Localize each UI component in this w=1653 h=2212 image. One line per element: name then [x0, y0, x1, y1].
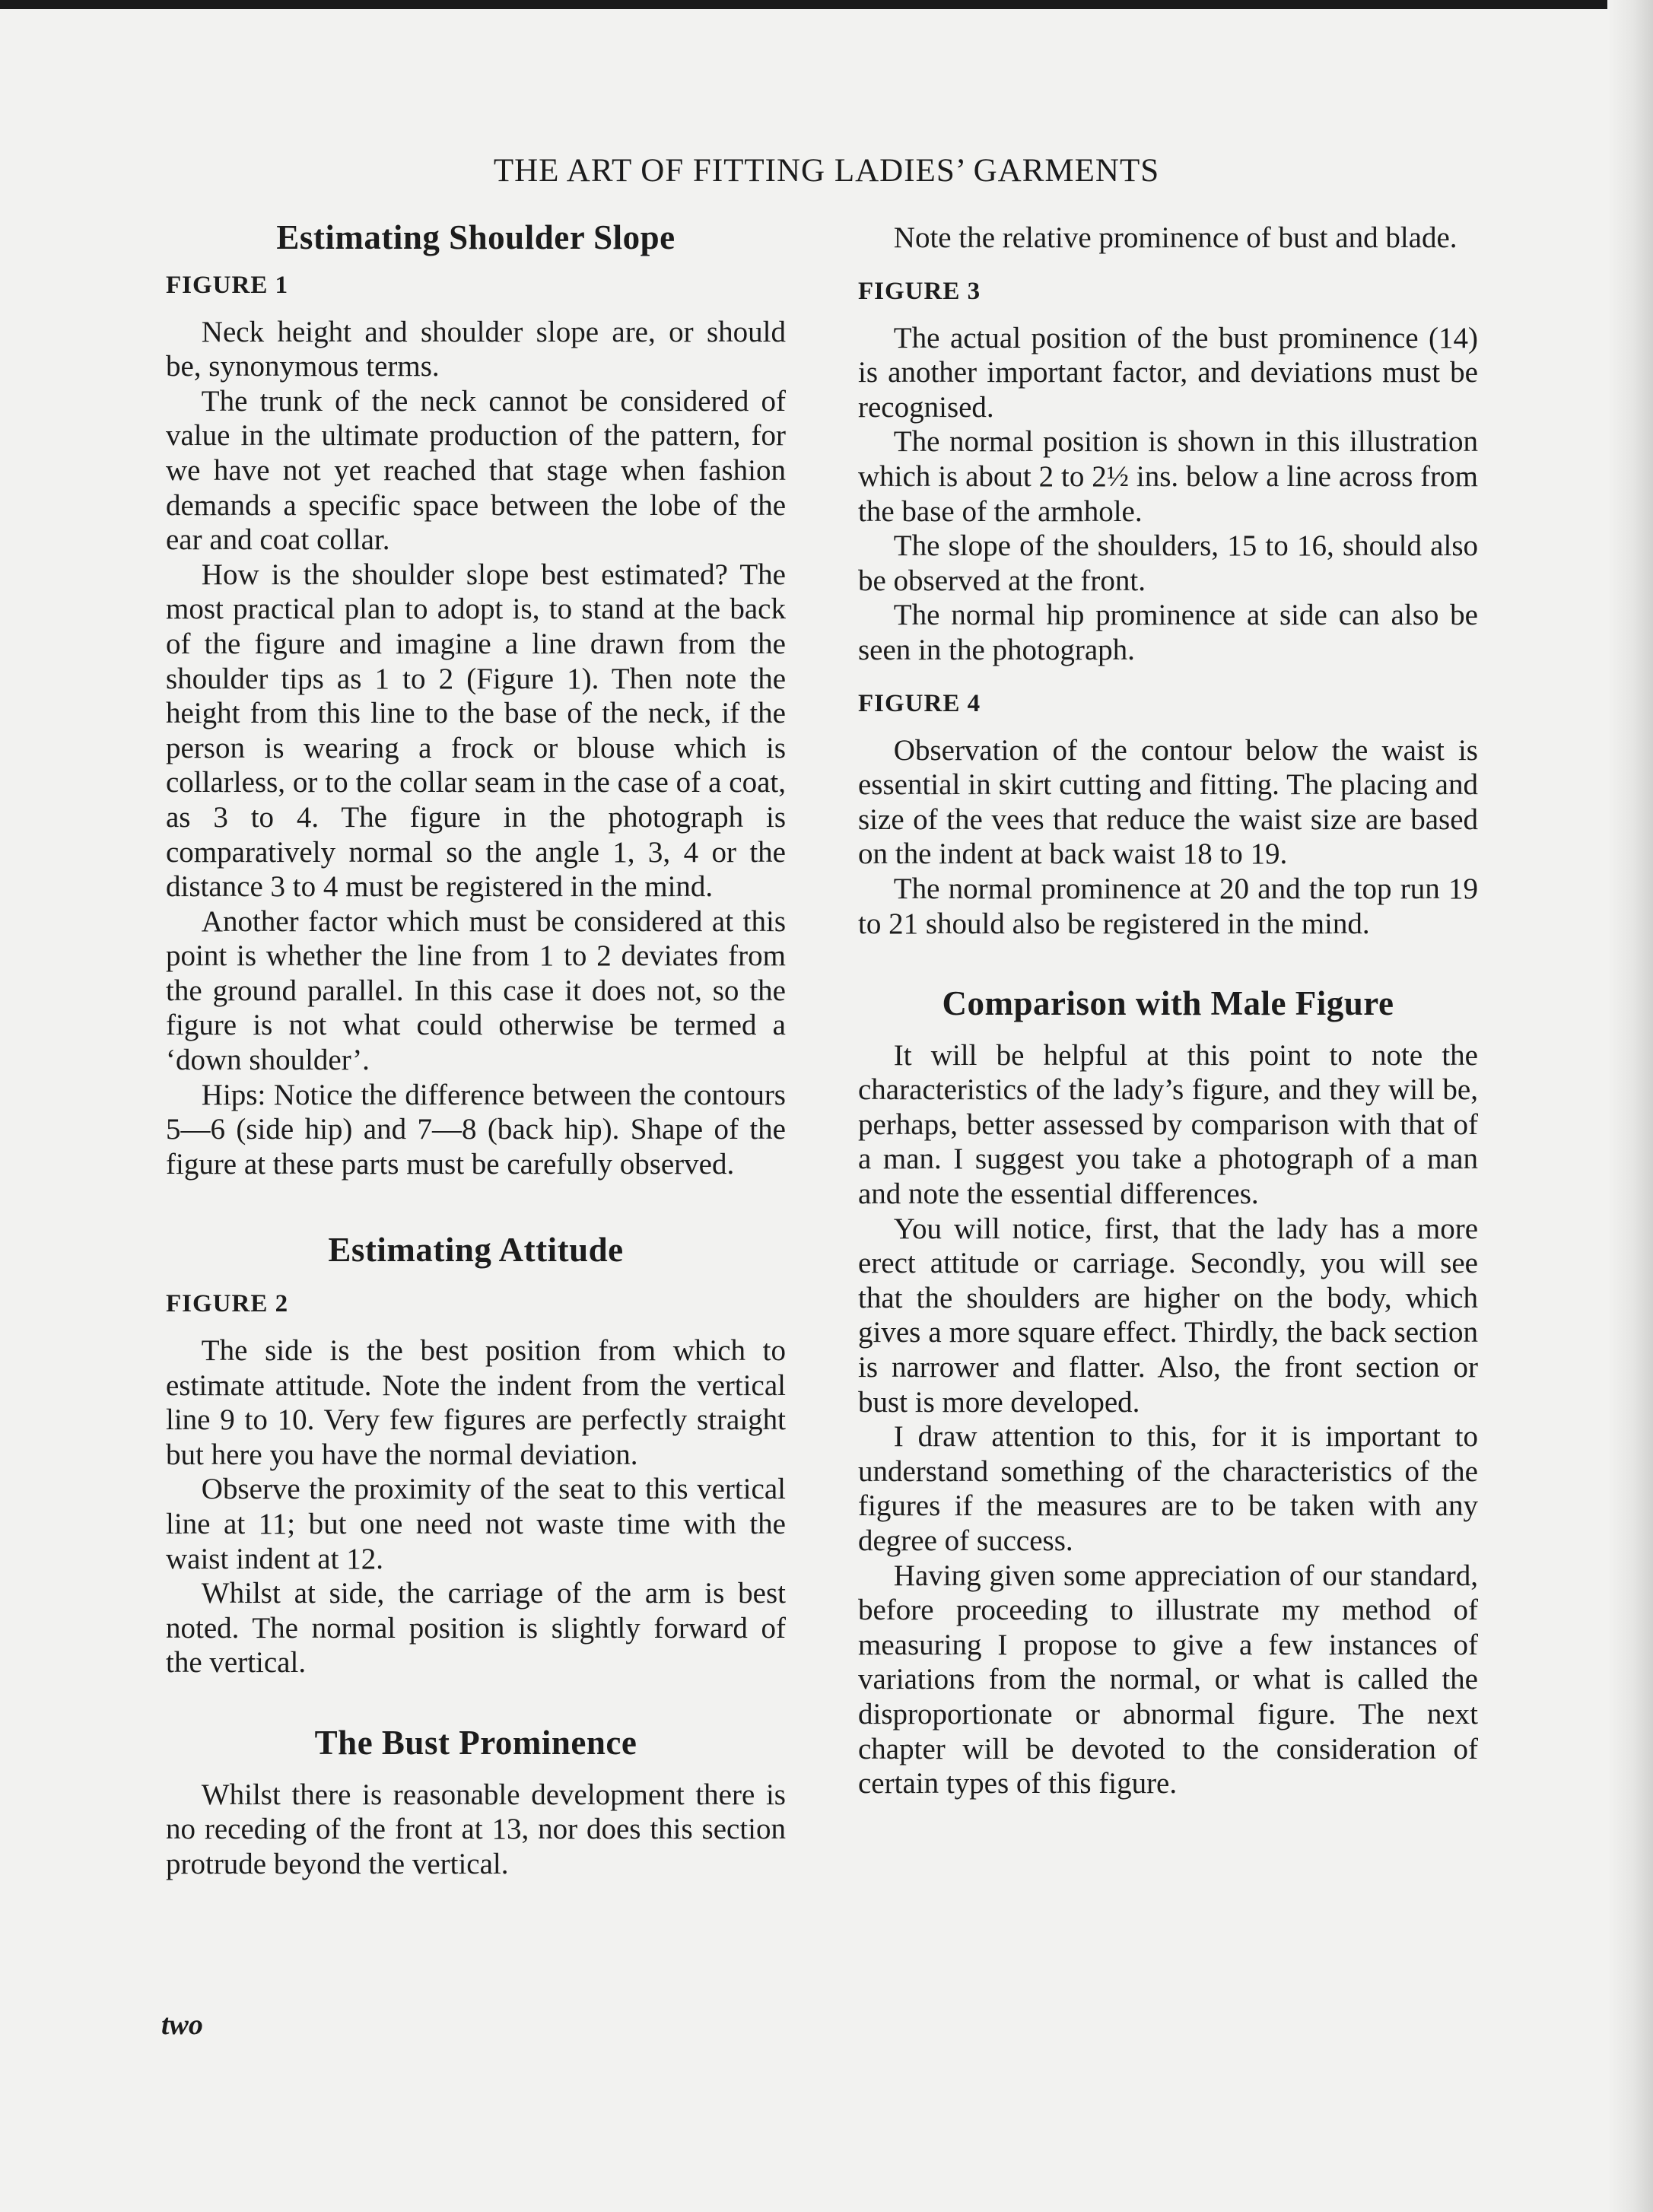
- running-title: THE ART OF FITTING LADIES’ GARMENTS: [493, 153, 1160, 189]
- paragraph: I draw attention to this, for it is important to understand something of the characteristics of the figures if the measures are to be taken with any degree of success.: [858, 1420, 1478, 1557]
- paragraph: The actual position of the bust prominence (14) is another important factor, and deviations must be recognised.: [858, 321, 1478, 424]
- left-column: [166, 218, 786, 1881]
- paragraph: How is the shoulder slope best estimated? The most practical plan to adopt is, to stand at the back of the figure and imagine a line drawn from the shoulder tips as 1 to 2 (Figure 1). Then note the height from this line to the base of the neck, if the person is wearing a frock or blouse which is collarless, or to the collar seam in the case of a coat, as 3 to 4. The figure in the photograph is comparatively normal so the angle 1, 3, 4 or the distance 3 to 4 must be registered in the mind.: [166, 558, 786, 904]
- section-title-attitude: Estimating Attitude: [328, 1231, 624, 1270]
- paragraph: Another factor which must be considered at this point is whether the line from 1 to 2 deviates from the ground parallel. In this case it does not, so the figure is not what could otherwise be termed a ‘down shoulder’.: [166, 904, 786, 1077]
- paragraph: Whilst at side, the carriage of the arm is best noted. The normal position is slightly forward of the vertical.: [166, 1577, 786, 1680]
- figure-3-label: FIGURE 3: [858, 277, 981, 305]
- paragraph: Whilst there is reasonable development there is no receding of the front at 13, nor does this section protrude beyond the vertical.: [166, 1778, 786, 1880]
- page-number: two: [161, 2009, 203, 2041]
- paragraph: It will be helpful at this point to note the characteristics of the lady’s figure, and they will be, perhaps, better assessed by comparison with that of a man. I suggest you take a photograph of a man and note the essential differences.: [858, 1038, 1478, 1211]
- paragraph: Observe the proximity of the seat to this vertical line at 11; but one need not waste time with the waist indent at 12.: [166, 1473, 786, 1575]
- page-top-border: [0, 0, 1653, 9]
- paragraph: Observation of the contour below the waist is essential in skirt cutting and fitting. The placing and size of the vees that reduce the waist size are based on the indent at back waist 18 to 19.: [858, 733, 1478, 871]
- paragraph: Neck height and shoulder slope are, or should be, synonymous terms.: [166, 315, 786, 383]
- section-title-shoulder-slope: Estimating Shoulder Slope: [276, 218, 676, 256]
- section-title-bust-prominence: The Bust Prominence: [314, 1723, 637, 1762]
- right-column: [858, 221, 1478, 1801]
- paragraph: Note the relative prominence of bust and blade.: [893, 221, 1458, 254]
- paragraph: The slope of the shoulders, 15 to 16, should also be observed at the front.: [858, 529, 1478, 597]
- paragraph: Having given some appreciation of our standard, before proceeding to illustrate my method of measuring I propose to give a few instances of variations from the normal, or what is called the disproportionate or abnormal figure. The next chapter will be devoted to the consideration of certain types of this figure.: [858, 1559, 1478, 1800]
- paragraph: The trunk of the neck cannot be considered of value in the ultimate production of the pattern, for we have not yet reached that stage when fashion demands a specific space between the lobe of the ear and coat collar.: [166, 384, 786, 557]
- page-binding-shadow: [1607, 0, 1653, 2212]
- paragraph: The side is the best position from which to estimate attitude. Note the indent from the vertical line 9 to 10. Very few figures are perfectly straight but here you have the normal deviation.: [166, 1334, 786, 1471]
- paragraph: You will notice, first, that the lady has a more erect attitude or carriage. Secondly, you will see that the shoulders are higher on the body, which gives a more square effect. Thirdly, the back section is narrower and flatter. Also, the front section or bust is more developed.: [858, 1212, 1478, 1419]
- figure-4-label: FIGURE 4: [858, 689, 981, 717]
- section-title-male-comparison: Comparison with Male Figure: [942, 984, 1394, 1023]
- figure-1-label: FIGURE 1: [166, 271, 289, 299]
- paragraph: The normal prominence at 20 and the top run 19 to 21 should also be registered in the mind.: [858, 872, 1478, 940]
- figure-2-label: FIGURE 2: [166, 1290, 289, 1318]
- paragraph: The normal position is shown in this illustration which is about 2 to 2½ ins. below a line across from the base of the armhole.: [858, 425, 1478, 528]
- paragraph: Hips: Notice the difference between the contours 5—6 (side hip) and 7—8 (back hip). Shape of the figure at these parts must be carefully observed.: [166, 1078, 786, 1181]
- paragraph: The normal hip prominence at side can also be seen in the photograph.: [858, 599, 1478, 666]
